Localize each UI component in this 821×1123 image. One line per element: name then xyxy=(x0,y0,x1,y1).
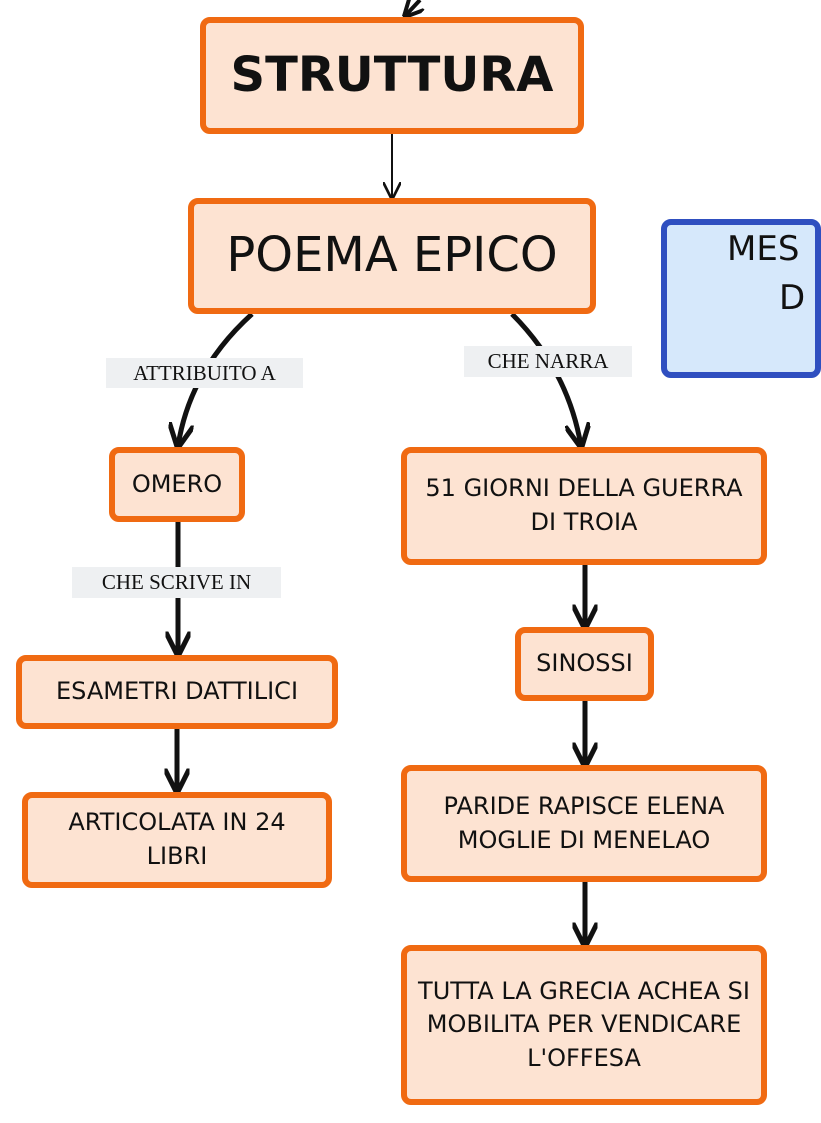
node-side-line2: D xyxy=(779,278,806,319)
node-poema-epico-text: POEMA EPICO xyxy=(226,227,558,284)
node-omero[interactable] xyxy=(109,447,245,522)
node-esametri[interactable] xyxy=(16,655,338,729)
node-articolata-text: ARTICOLATA IN 24 LIBRI xyxy=(68,808,286,870)
edge-top-struttura xyxy=(405,0,420,16)
node-giorni-text: 51 GIORNI DELLA GUERRA DI TROIA xyxy=(425,474,743,536)
node-tutta-text: TUTTA LA GRECIA ACHEA SI MOBILITA PER VENDICARE L'OFFESA xyxy=(418,976,750,1072)
node-sinossi[interactable] xyxy=(515,627,654,701)
node-paride[interactable] xyxy=(401,765,767,882)
node-omero-text: OMERO xyxy=(131,469,223,498)
node-giorni[interactable] xyxy=(401,447,767,565)
node-articolata[interactable] xyxy=(22,792,332,888)
node-paride-text: PARIDE RAPISCE ELENA MOGLIE DI MENELAO xyxy=(443,791,725,854)
link-label-che-narra: CHE NARRA xyxy=(464,346,632,377)
node-poema-epico[interactable] xyxy=(188,198,596,314)
node-struttura[interactable] xyxy=(200,17,584,134)
edge-poema-giorni xyxy=(512,314,581,446)
node-struttura-text: STRUTTURA xyxy=(230,46,554,103)
link-label-che-scrive: CHE SCRIVE IN xyxy=(72,567,281,598)
node-side-partial[interactable] xyxy=(661,219,821,378)
node-esametri-text: ESAMETRI DATTILICI xyxy=(55,677,299,706)
node-side-line1: MES xyxy=(727,229,800,269)
node-sinossi-text: SINOSSI xyxy=(536,649,633,678)
link-label-attribuito: ATTRIBUITO A xyxy=(106,358,303,388)
node-tutta[interactable] xyxy=(401,945,767,1105)
